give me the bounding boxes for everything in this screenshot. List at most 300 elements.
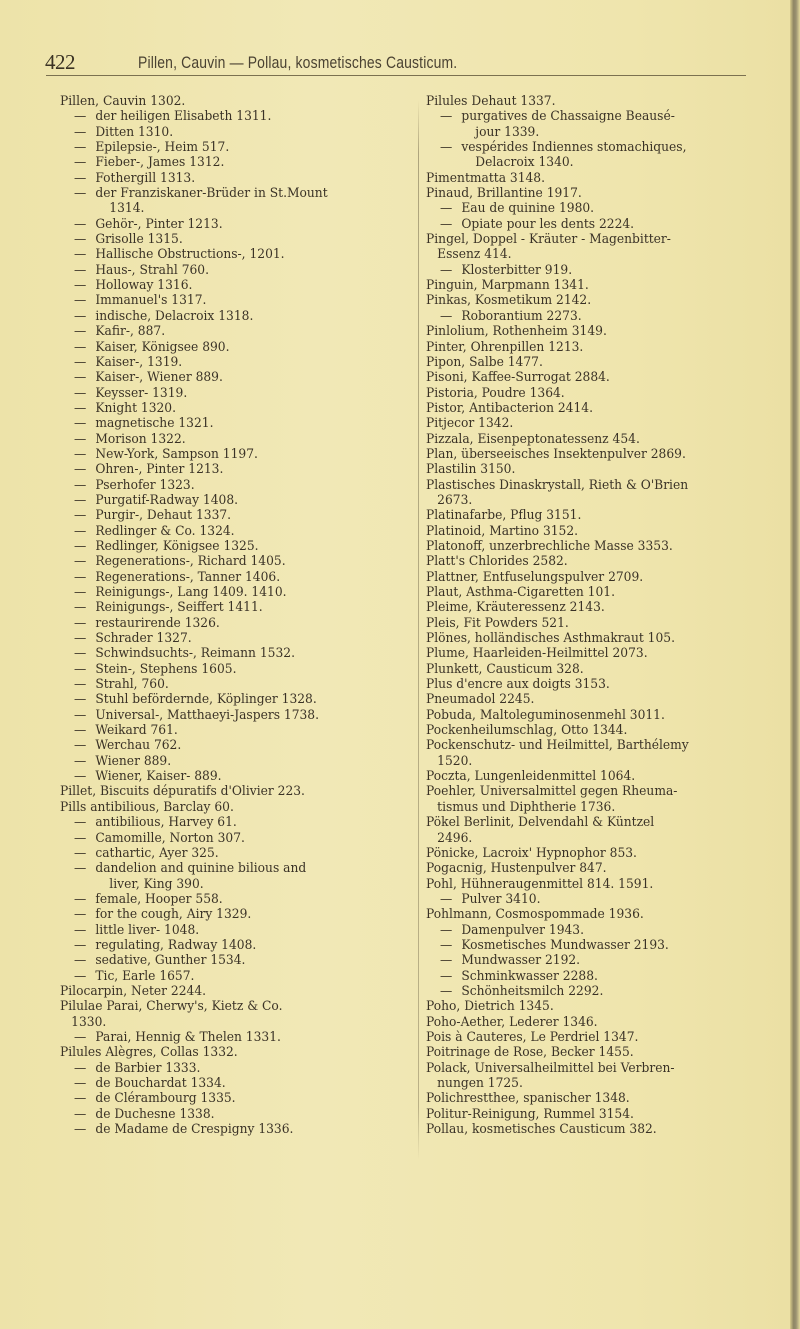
entry-text: Platinoid, Martino 3152.: [426, 523, 579, 539]
ditto-dash: —: [73, 631, 87, 647]
ditto-dash: —: [73, 354, 87, 370]
ditto-dash: —: [73, 1029, 87, 1045]
running-head: Pillen, Cauvin — Pollau, kosmetisches Causticum.: [138, 53, 458, 72]
index-subentry: [60, 309, 413, 324]
entry-text: Opiate pour les dents 2224.: [461, 216, 635, 232]
index-entry: [426, 708, 779, 723]
entry-text: Pobuda, Maltoleguminosenmehl 3011.: [426, 707, 665, 723]
index-subentry: [60, 1107, 413, 1122]
ditto-dash: —: [439, 262, 453, 278]
index-subentry: [426, 263, 779, 278]
index-entry: [426, 278, 779, 293]
entry-text: de Barbier 1333.: [95, 1060, 201, 1076]
index-entry: [426, 600, 779, 615]
entry-text: Morison 1322.: [95, 431, 186, 447]
index-entry: [426, 692, 779, 707]
index-column-right: [426, 94, 779, 1137]
entry-text: Plönes, holländisches Asthmakraut 105.: [426, 631, 675, 647]
index-subentry: [60, 1076, 413, 1091]
index-subentry: [60, 478, 413, 493]
index-subentry: [60, 293, 413, 308]
ditto-dash: —: [73, 109, 87, 125]
entry-text: Pulver 3410.: [461, 891, 541, 907]
index-subentry: [60, 155, 413, 170]
entry-text: Poehler, Universalmittel gegen Rheuma-: [426, 784, 678, 800]
index-entry: [426, 616, 779, 631]
index-subentry: [60, 585, 413, 600]
entry-text: purgatives de Chassaigne Beausé-: [461, 109, 675, 125]
entry-text: Pisoni, Kaffee-Surrogat 2884.: [426, 370, 610, 386]
index-entry: [426, 677, 779, 692]
entry-text: Pserhofer 1323.: [95, 477, 195, 493]
index-subentry: [60, 401, 413, 416]
entry-continuation: 2496.: [437, 830, 473, 846]
entry-text: magnetische 1321.: [95, 416, 214, 432]
ditto-dash: —: [73, 155, 87, 171]
ditto-dash: —: [73, 216, 87, 232]
ditto-dash: —: [73, 738, 87, 754]
ditto-dash: —: [73, 308, 87, 324]
index-entry: [426, 585, 779, 600]
entry-text: Tic, Earle 1657.: [95, 968, 195, 984]
entry-text: Kafir-, 887.: [95, 324, 166, 340]
index-subentry: [60, 831, 413, 846]
index-subentry: [60, 355, 413, 370]
entry-text: Pilules Dehaut 1337.: [426, 94, 556, 109]
entry-continuation: 1330.: [71, 1014, 107, 1030]
entry-text: little liver- 1048.: [95, 922, 200, 938]
index-subentry: [60, 570, 413, 585]
index-entry: [426, 232, 779, 263]
index-subentry: [60, 1091, 413, 1106]
ditto-dash: —: [73, 554, 87, 570]
entry-continuation: nungen 1725.: [437, 1076, 523, 1091]
ditto-dash: —: [73, 646, 87, 662]
entry-text: Pillen, Cauvin 1302.: [60, 94, 186, 109]
entry-text: Pilocarpin, Neter 2244.: [60, 983, 207, 999]
entry-text: Pinter, Ohrenpillen 1213.: [426, 339, 584, 355]
index-entry: [426, 186, 779, 201]
index-entry: [426, 769, 779, 784]
index-subentry: [60, 1030, 413, 1045]
ditto-dash: —: [73, 170, 87, 186]
column-divider: [418, 100, 419, 1160]
index-entry: [426, 539, 779, 554]
entry-text: Redlinger & Co. 1324.: [95, 523, 235, 539]
entry-text: Poho-Aether, Lederer 1346.: [426, 1014, 598, 1030]
entry-text: Pistor, Antibacterion 2414.: [426, 400, 593, 416]
index-entry: [426, 662, 779, 677]
index-subentry: [60, 125, 413, 140]
entry-text: Pizzala, Eisenpeptonatessenz 454.: [426, 431, 640, 447]
ditto-dash: —: [73, 1091, 87, 1107]
index-subentry: [60, 631, 413, 646]
ditto-dash: —: [73, 891, 87, 907]
entry-text: sedative, Gunther 1534.: [95, 953, 246, 969]
entry-text: Plan, überseeisches Insektenpulver 2869.: [426, 446, 686, 462]
entry-text: Pinkas, Kosmetikum 2142.: [426, 293, 592, 309]
entry-text: Ditten 1310.: [95, 124, 174, 140]
entry-text: Pleis, Fit Powders 521.: [426, 615, 569, 631]
entry-text: Poczta, Lungenleidenmittel 1064.: [426, 769, 636, 785]
entry-text: Schwindsuchts-, Reimann 1532.: [95, 646, 295, 662]
ditto-dash: —: [439, 109, 453, 125]
index-entry: [426, 324, 779, 339]
ditto-dash: —: [73, 431, 87, 447]
entry-continuation: 1520.: [437, 753, 473, 769]
header-rule: [46, 75, 746, 76]
entry-text: Pneumadol 2245.: [426, 692, 535, 708]
ditto-dash: —: [73, 815, 87, 831]
index-entry: [426, 1107, 779, 1122]
index-subentry: [60, 953, 413, 968]
entry-text: Pois à Cauteres, Le Perdriel 1347.: [426, 1029, 639, 1045]
ditto-dash: —: [439, 891, 453, 907]
ditto-dash: —: [73, 538, 87, 554]
index-entry: [426, 416, 779, 431]
index-subentry: [426, 969, 779, 984]
index-subentry: [426, 923, 779, 938]
index-subentry: [60, 340, 413, 355]
index-subentry: [426, 953, 779, 968]
index-subentry: [426, 309, 779, 324]
entry-text: Mundwasser 2192.: [461, 953, 581, 969]
entry-text: Purgatif-Radway 1408.: [95, 492, 239, 508]
index-subentry: [60, 846, 413, 861]
index-subentry: [60, 140, 413, 155]
entry-text: Parai, Hennig & Thelen 1331.: [95, 1029, 281, 1045]
index-subentry: [60, 677, 413, 692]
index-subentry: [426, 984, 779, 999]
index-entry: [426, 646, 779, 661]
ditto-dash: —: [73, 232, 87, 248]
index-subentry: [60, 892, 413, 907]
ditto-dash: —: [439, 937, 453, 953]
entry-continuation: 1314.: [109, 201, 145, 217]
index-entry: [60, 800, 413, 815]
entry-text: Gehör-, Pinter 1213.: [95, 216, 223, 232]
index-subentry: [60, 432, 413, 447]
index-subentry: [60, 416, 413, 431]
ditto-dash: —: [73, 278, 87, 294]
entry-text: Redlinger, Königsee 1325.: [95, 538, 259, 554]
index-subentry: [60, 324, 413, 339]
book-binding-edge: [790, 0, 800, 1329]
entry-text: restaurirende 1326.: [95, 615, 220, 631]
index-entry: [426, 355, 779, 370]
index-entry: [426, 340, 779, 355]
index-subentry: [60, 232, 413, 247]
entry-text: Stuhl befördernde, Köplinger 1328.: [95, 692, 317, 708]
entry-continuation: tismus und Diphtherie 1736.: [437, 799, 616, 815]
entry-text: Pillet, Biscuits dépuratifs d'Olivier 223.: [60, 784, 305, 800]
ditto-dash: —: [73, 462, 87, 478]
entry-text: de Bouchardat 1334.: [95, 1076, 226, 1091]
entry-text: Universal-, Matthaeyi-Jaspers 1738.: [95, 707, 320, 723]
entry-text: regulating, Radway 1408.: [95, 937, 257, 953]
index-entry: [60, 984, 413, 999]
index-subentry: [60, 447, 413, 462]
entry-text: Platonoff, unzerbrechliche Masse 3353.: [426, 538, 673, 554]
index-subentry: [426, 109, 779, 140]
ditto-dash: —: [73, 922, 87, 938]
index-subentry: [60, 217, 413, 232]
entry-text: female, Hooper 558.: [95, 891, 223, 907]
index-entry: [426, 846, 779, 861]
index-entry: [426, 171, 779, 186]
index-subentry: [60, 662, 413, 677]
entry-continuation: jour 1339.: [475, 124, 540, 140]
index-entry: [426, 462, 779, 477]
ditto-dash: —: [73, 1106, 87, 1122]
index-entry: [426, 784, 779, 815]
index-entry: [426, 570, 779, 585]
entry-text: Pinaud, Brillantine 1917.: [426, 186, 582, 202]
ditto-dash: —: [439, 140, 453, 156]
index-subentry: [60, 462, 413, 477]
ditto-dash: —: [73, 600, 87, 616]
entry-text: Strahl, 760.: [95, 677, 169, 693]
ditto-dash: —: [73, 508, 87, 524]
entry-text: Pilulae Parai, Cherwy's, Kietz & Co.: [60, 999, 283, 1015]
index-entry: [426, 478, 779, 509]
entry-text: Pills antibilious, Barclay 60.: [60, 799, 234, 815]
entry-text: Pimentmatta 3148.: [426, 170, 546, 186]
entry-text: de Clérambourg 1335.: [95, 1091, 236, 1107]
ditto-dash: —: [73, 385, 87, 401]
ditto-dash: —: [73, 370, 87, 386]
entry-text: Plastilin 3150.: [426, 462, 516, 478]
ditto-dash: —: [439, 922, 453, 938]
entry-text: Kosmetisches Mundwasser 2193.: [461, 937, 669, 953]
ditto-dash: —: [73, 140, 87, 156]
entry-text: for the cough, Airy 1329.: [95, 907, 252, 923]
ditto-dash: —: [439, 953, 453, 969]
entry-text: Knight 1320.: [95, 400, 177, 416]
ditto-dash: —: [439, 968, 453, 984]
entry-continuation: liver, King 390.: [109, 876, 204, 892]
entry-text: Pogacnig, Hustenpulver 847.: [426, 861, 607, 877]
index-subentry: [60, 1122, 413, 1137]
index-entry: [426, 999, 779, 1014]
entry-text: Epilepsie-, Heim 517.: [95, 140, 230, 156]
index-subentry: [60, 109, 413, 124]
entry-text: Pockenheilumschlag, Otto 1344.: [426, 723, 628, 739]
index-subentry: [60, 969, 413, 984]
entry-text: Pohl, Hühneraugenmittel 814. 1591.: [426, 876, 654, 892]
entry-text: Poitrinage de Rose, Becker 1455.: [426, 1045, 634, 1061]
entry-text: Fothergill 1313.: [95, 170, 196, 186]
entry-text: Stein-, Stephens 1605.: [95, 661, 237, 677]
ditto-dash: —: [439, 308, 453, 324]
index-subentry: [60, 493, 413, 508]
page-number: 422: [45, 50, 75, 74]
index-entry: [426, 386, 779, 401]
index-subentry: [60, 754, 413, 769]
index-entry: [426, 370, 779, 385]
index-entry: [426, 1091, 779, 1106]
ditto-dash: —: [73, 186, 87, 202]
index-entry: [426, 1122, 779, 1137]
index-subentry: [60, 263, 413, 278]
entry-text: Ohren-, Pinter 1213.: [95, 462, 224, 478]
entry-text: Werchau 762.: [95, 738, 182, 754]
index-subentry: [60, 815, 413, 830]
index-entry: [426, 1015, 779, 1030]
entry-text: Pinlolium, Rothenheim 3149.: [426, 324, 607, 340]
entry-text: Keysser- 1319.: [95, 385, 188, 401]
index-subentry: [60, 923, 413, 938]
index-subentry: [60, 738, 413, 753]
index-column-left: [60, 94, 413, 1137]
ditto-dash: —: [439, 983, 453, 999]
ditto-dash: —: [73, 124, 87, 140]
index-entry: [426, 1061, 779, 1092]
entry-text: Polack, Universalheilmittel bei Verbren-: [426, 1060, 675, 1076]
entry-text: Schminkwasser 2288.: [461, 968, 598, 984]
entry-text: Camomille, Norton 307.: [95, 830, 245, 846]
index-subentry: [60, 769, 413, 784]
ditto-dash: —: [73, 861, 87, 877]
index-subentry: [60, 524, 413, 539]
index-entry: [426, 631, 779, 646]
ditto-dash: —: [73, 293, 87, 309]
ditto-dash: —: [73, 523, 87, 539]
entry-text: de Duchesne 1338.: [95, 1106, 215, 1122]
index-entry: [426, 401, 779, 416]
index-subentry: [60, 646, 413, 661]
entry-text: Eau de quinine 1980.: [461, 201, 595, 217]
entry-text: New-York, Sampson 1197.: [95, 446, 258, 462]
entry-text: Klosterbitter 919.: [461, 262, 573, 278]
entry-text: Hallische Obstructions-, 1201.: [95, 247, 285, 263]
entry-text: Politur-Reinigung, Rummel 3154.: [426, 1106, 634, 1122]
index-entry: [426, 877, 779, 892]
entry-text: Grisolle 1315.: [95, 232, 183, 248]
entry-text: Pinguin, Marpmann 1341.: [426, 278, 589, 294]
entry-continuation: Delacroix 1340.: [475, 155, 574, 171]
ditto-dash: —: [73, 446, 87, 462]
entry-text: Regenerations-, Richard 1405.: [95, 554, 286, 570]
index-subentry: [426, 217, 779, 232]
index-entry: [426, 554, 779, 569]
index-entry: [60, 999, 413, 1030]
index-subentry: [60, 600, 413, 615]
entry-text: Kaiser, Königsee 890.: [95, 339, 230, 355]
index-subentry: [60, 907, 413, 922]
index-entry: [426, 508, 779, 523]
index-entry: [426, 861, 779, 876]
ditto-dash: —: [439, 201, 453, 217]
ditto-dash: —: [73, 845, 87, 861]
index-entry: [426, 293, 779, 308]
entry-text: Schrader 1327.: [95, 631, 192, 647]
ditto-dash: —: [73, 661, 87, 677]
entry-text: Immanuel's 1317.: [95, 293, 207, 309]
ditto-dash: —: [73, 937, 87, 953]
entry-text: Pistoria, Poudre 1364.: [426, 385, 565, 401]
entry-text: Pitjecor 1342.: [426, 416, 514, 432]
entry-text: Wiener, Kaiser- 889.: [95, 769, 222, 785]
ditto-dash: —: [73, 1060, 87, 1076]
index-entry: [60, 94, 413, 109]
ditto-dash: —: [73, 1122, 87, 1138]
index-entry: [426, 524, 779, 539]
entry-text: Pockenschutz- und Heilmittel, Barthélemy: [426, 738, 689, 754]
entry-text: de Madame de Crespigny 1336.: [95, 1122, 294, 1138]
entry-text: Reinigungs-, Seiffert 1411.: [95, 600, 263, 616]
ditto-dash: —: [73, 677, 87, 693]
ditto-dash: —: [73, 247, 87, 263]
index-subentry: [60, 861, 413, 892]
index-entry: [60, 1045, 413, 1060]
ditto-dash: —: [439, 216, 453, 232]
entry-text: Plattner, Entfuselungspulver 2709.: [426, 569, 644, 585]
index-subentry: [426, 140, 779, 171]
entry-text: Pohlmann, Cosmospommade 1936.: [426, 907, 644, 923]
ditto-dash: —: [73, 585, 87, 600]
index-subentry: [60, 723, 413, 738]
index-subentry: [426, 201, 779, 216]
entry-text: vespérides Indiennes stomachiques,: [461, 140, 687, 156]
entry-text: Pollau, kosmetisches Causticum 382.: [426, 1122, 657, 1138]
ditto-dash: —: [73, 769, 87, 785]
entry-text: Pökel Berlinit, Delvendahl & Küntzel: [426, 815, 655, 831]
entry-text: Roborantium 2273.: [461, 308, 582, 324]
index-subentry: [60, 247, 413, 262]
entry-text: Purgir-, Dehaut 1337.: [95, 508, 232, 524]
entry-text: Plaut, Asthma-Cigaretten 101.: [426, 585, 615, 600]
ditto-dash: —: [73, 615, 87, 631]
entry-text: Pleime, Kräuteressenz 2143.: [426, 600, 605, 616]
entry-text: Poho, Dietrich 1345.: [426, 999, 554, 1015]
entry-text: Plus d'encre aux doigts 3153.: [426, 677, 610, 693]
entry-text: Holloway 1316.: [95, 278, 193, 294]
entry-text: antibilious, Harvey 61.: [95, 815, 237, 831]
entry-text: der heiligen Elisabeth 1311.: [95, 109, 272, 125]
entry-text: der Franziskaner-Brüder in St.Mount: [95, 186, 328, 202]
index-entry: [426, 1030, 779, 1045]
index-subentry: [60, 171, 413, 186]
ditto-dash: —: [73, 324, 87, 340]
index-subentry: [60, 1061, 413, 1076]
entry-text: Reinigungs-, Lang 1409. 1410.: [95, 585, 287, 600]
ditto-dash: —: [73, 477, 87, 493]
index-entry: [426, 1045, 779, 1060]
index-entry: [60, 784, 413, 799]
index-entry: [426, 432, 779, 447]
entry-text: Schönheitsmilch 2292.: [461, 983, 604, 999]
entry-text: Pipon, Salbe 1477.: [426, 354, 543, 370]
index-subentry: [60, 370, 413, 385]
index-subentry: [60, 186, 413, 217]
index-subentry: [60, 692, 413, 707]
entry-text: Kaiser-, 1319.: [95, 354, 183, 370]
ditto-dash: —: [73, 953, 87, 969]
ditto-dash: —: [73, 753, 87, 769]
ditto-dash: —: [73, 416, 87, 432]
entry-text: Regenerations-, Tanner 1406.: [95, 569, 281, 585]
index-subentry: [60, 616, 413, 631]
entry-text: Plume, Haarleiden-Heilmittel 2073.: [426, 646, 648, 662]
entry-text: Platinafarbe, Pflug 3151.: [426, 508, 582, 524]
index-subentry: [60, 278, 413, 293]
index-subentry: [60, 554, 413, 569]
index-subentry: [426, 938, 779, 953]
ditto-dash: —: [73, 968, 87, 984]
ditto-dash: —: [73, 830, 87, 846]
index-subentry: [60, 938, 413, 953]
